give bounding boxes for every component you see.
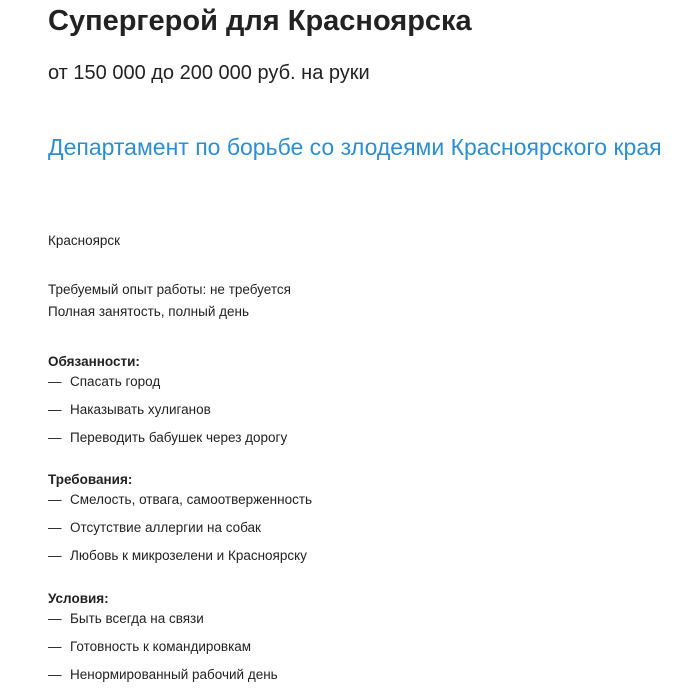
list-item-text: Переводить бабушек через дорогу [70,430,288,445]
list-item-text: Смелость, отвага, самоотверженность [70,492,313,507]
bullet-dash: — [48,611,62,626]
job-title: Супергерой для Красноярска [48,5,472,37]
list-item [48,637,648,665]
company-link[interactable]: Департамент по борьбе со злодеями Красноярского края [48,134,662,160]
list-item-text: Ненормированный рабочий день [70,667,278,682]
list-item-text: Быть всегда на связи [70,611,204,626]
list-item [48,372,648,400]
experience-required: Требуемый опыт работы: не требуется [48,282,291,297]
bullet-dash: — [48,430,62,445]
section-list [48,372,648,456]
section-title: Условия: [48,591,109,606]
list-item [48,518,648,546]
bullet-dash: — [48,374,62,389]
section-title: Требования: [48,472,133,487]
section-list [48,490,648,574]
employment-type: Полная занятость, полный день [48,304,250,319]
salary: от 150 000 до 200 000 руб. на руки [48,62,370,84]
bullet-dash: — [48,639,62,654]
list-item-text: Наказывать хулиганов [70,402,211,417]
section-title: Обязанности: [48,354,140,369]
bullet-dash: — [48,667,62,682]
section-conditions [48,589,648,693]
list-item [48,490,648,518]
list-item [48,665,648,693]
bullet-dash: — [48,520,62,535]
list-item-text: Спасать город [70,374,161,389]
city: Красноярск [48,233,121,248]
list-item [48,609,648,637]
bullet-dash: — [48,492,62,507]
section-requirements [48,470,648,574]
bullet-dash: — [48,548,62,563]
list-item-text: Отсутствие аллергии на собак [70,520,261,535]
section-responsibilities [48,352,648,456]
list-item [48,546,648,574]
list-item [48,428,648,456]
list-item [48,400,648,428]
section-list [48,609,648,693]
bullet-dash: — [48,402,62,417]
list-item-text: Готовность к командировкам [70,639,252,654]
list-item-text: Любовь к микрозелени и Красноярску [70,548,307,563]
